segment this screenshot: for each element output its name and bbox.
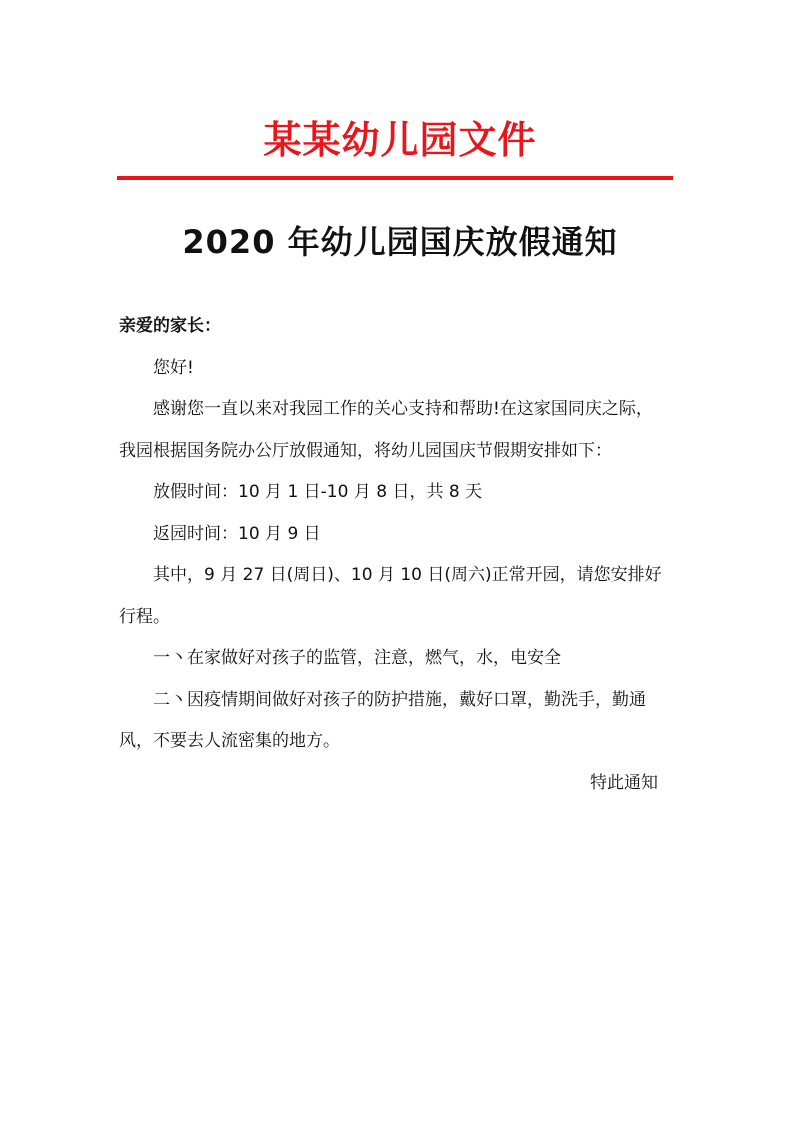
notice-body (119, 306, 664, 804)
document-header: 某某幼儿园文件 (263, 118, 537, 162)
signoff: 特此通知 (590, 772, 658, 793)
safety-item-one: 一丶在家做好对孩子的监管，注意，燃气，水，电安全 (153, 648, 561, 668)
makeup-days-paragraph: 其中，9 月 27 日(周日)、10 月 10 日(周六)正常开园，请您安排好行程。 (119, 565, 662, 627)
intro-paragraph: 感谢您一直以来对我园工作的关心支持和帮助!在这家国同庆之际，我园根据国务院办公厅放假通知，将幼儿园国庆节假期安排如下： (119, 399, 653, 461)
notice-title: 2020 年幼儿园国庆放假通知 (182, 223, 618, 261)
safety-item-two: 二丶因疫情期间做好对孩子的防护措施，戴好口罩，勤洗手，勤通风，不要去人流密集的地方。 (119, 689, 646, 751)
holiday-period: 放假时间：10 月 1 日-10 月 8 日，共 8 天 (153, 482, 483, 502)
return-date: 返园时间：10 月 9 日 (153, 523, 321, 544)
greeting: 您好! (153, 357, 194, 378)
salutation: 亲爱的家长： (119, 316, 221, 336)
red-header-rule (117, 176, 673, 180)
